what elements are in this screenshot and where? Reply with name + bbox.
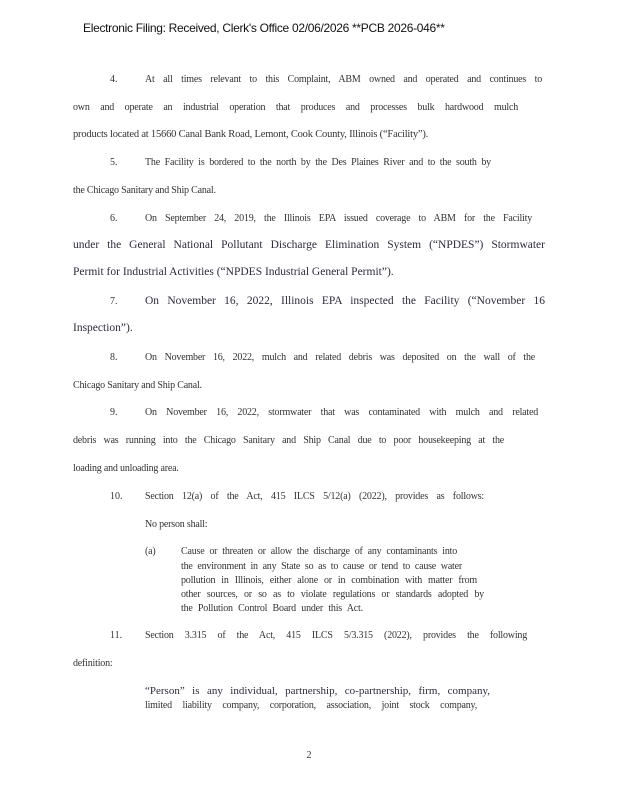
paragraph-8-number: 8. — [110, 352, 118, 363]
block-quote-line-2: the environment in any State so as to cause or tend to cause water — [181, 561, 462, 572]
paragraph-6-line-1: On September 24, 2019, the Illinois EPA issued coverage to ABM for the Facility — [145, 213, 532, 224]
page-number: 2 — [306, 750, 312, 761]
paragraph-8-line-1: On November 16, 2022, mulch and related debris was deposited on the wall of the — [145, 352, 535, 363]
paragraph-5-number: 5. — [110, 157, 118, 168]
block-quote-line-3: pollution in Illinois, either alone or in combination with matter from — [181, 575, 477, 586]
paragraph-9-line-3: loading and unloading area. — [73, 463, 179, 474]
paragraph-4-line-2: own and operate an industrial operation that produces and processes bulk hardwood mulch — [73, 102, 518, 113]
paragraph-6-line-3: Permit for Industrial Activities (“NPDES Industrial General Permit”). — [73, 266, 394, 278]
filing-stamp-header: Electronic Filing: Received, Clerk's Office 02/06/2026 **PCB 2026-046** — [83, 21, 445, 35]
block-quote-line-4: other sources, or so as to violate regulations or standards adopted by — [181, 589, 484, 600]
paragraph-9-line-2: debris was running into the Chicago Sanitary and Ship Canal due to poor housekeeping at the — [73, 435, 504, 446]
paragraph-10-line-1: Section 12(a) of the Act, 415 ILCS 5/12(a) (2022), provides as follows: — [145, 491, 484, 502]
paragraph-6-number: 6. — [110, 213, 118, 224]
paragraph-11-line-1: Section 3.315 of the Act, 415 ILCS 5/3.315 (2022), provides the following — [145, 630, 527, 641]
paragraph-6-line-2: under the General National Pollutant Discharge Elimination System (“NPDES”) Stormwater — [73, 239, 545, 251]
paragraph-9-number: 9. — [110, 407, 118, 418]
paragraph-7-line-2: Inspection”). — [73, 322, 133, 334]
paragraph-7-line-1: On November 16, 2022, Illinois EPA inspected the Facility (“November 16 — [145, 295, 545, 307]
block-quote-item-label: (a) — [145, 546, 156, 557]
paragraph-5-line-2: the Chicago Sanitary and Ship Canal. — [73, 185, 216, 196]
paragraph-5-line-1: The Facility is bordered to the north by the Des Plaines River and to the south by — [145, 157, 491, 168]
paragraph-11-number: 11. — [110, 630, 123, 641]
definition-quote-line-1: “Person” is any individual, partnership, co-partnership, firm, company, — [145, 685, 490, 697]
block-quote-intro: No person shall: — [145, 519, 208, 530]
paragraph-7-number: 7. — [110, 296, 118, 307]
paragraph-4-number: 4. — [110, 74, 118, 85]
block-quote-line-1: Cause or threaten or allow the discharge of any contaminants into — [181, 546, 457, 557]
paragraph-9-line-1: On November 16, 2022, stormwater that was contaminated with mulch and related — [145, 407, 538, 418]
paragraph-11-line-2: definition: — [73, 658, 113, 669]
paragraph-4-line-3: products located at 15660 Canal Bank Road, Lemont, Cook County, Illinois (“Facility”). — [73, 129, 429, 140]
paragraph-8-line-2: Chicago Sanitary and Ship Canal. — [73, 380, 202, 391]
paragraph-4-line-1: At all times relevant to this Complaint, ABM owned and operated and continues to — [145, 74, 542, 85]
paragraph-10-number: 10. — [110, 491, 123, 502]
definition-quote-line-2: limited liability company, corporation, association, joint stock company, — [145, 700, 477, 711]
block-quote-line-5: the Pollution Control Board under this Act. — [181, 603, 363, 614]
